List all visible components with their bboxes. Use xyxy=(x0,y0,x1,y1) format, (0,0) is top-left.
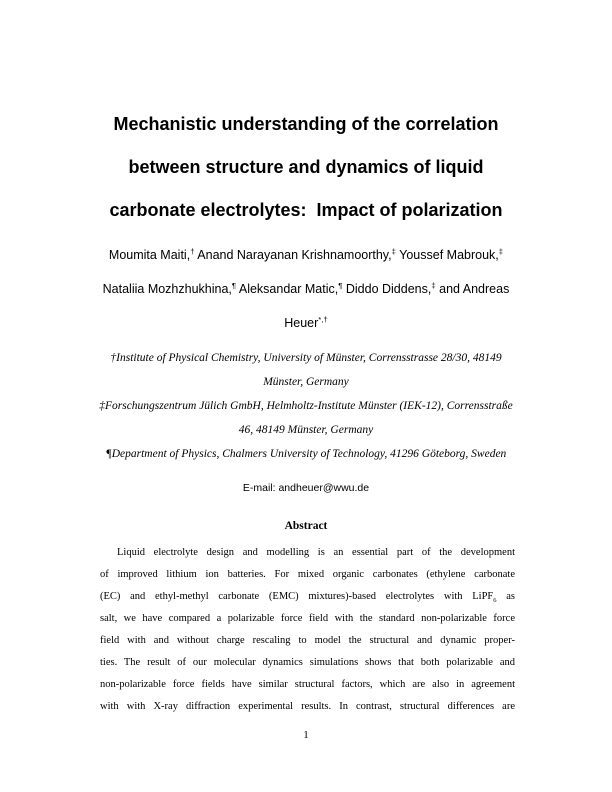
text-segment: Diddo Diddens, xyxy=(342,282,432,296)
text-line xyxy=(0,394,612,418)
abstract-text xyxy=(100,542,515,718)
superscript-mark: † xyxy=(190,246,195,256)
text-line xyxy=(100,586,515,608)
text-segment: Mechanistic understanding of the correlation xyxy=(113,114,499,134)
text-segment: Anand Narayanan Krishnamoorthy, xyxy=(194,248,392,262)
text-line xyxy=(0,306,612,340)
text-segment: ties. The result of our molecular dynamics simulations shows that both polarizable and xyxy=(100,657,515,668)
page-number: 1 xyxy=(303,729,309,741)
email-line: E-mail: andheuer@wwu.de xyxy=(242,482,370,494)
text-line xyxy=(100,608,515,630)
text-segment: Aleksandar Matic, xyxy=(236,282,339,296)
superscript-mark: ‡ xyxy=(498,246,504,256)
text-line xyxy=(100,564,515,586)
text-segment: 46, 48149 Münster, Germany xyxy=(238,424,374,436)
text-segment: of improved lithium ion batteries. For mixed organic carbonates (ethylene carbonate xyxy=(100,569,515,580)
text-segment: Youssef Mabrouk, xyxy=(395,248,499,262)
text-segment: (EC) and ethyl-methyl carbonate (EMC) mixtures)-based electrolytes with LiPF xyxy=(100,591,494,602)
text-line xyxy=(100,542,515,564)
text-segment: salt, we have compared a polarizable force field with the standard non-polarizable force xyxy=(100,613,515,624)
superscript-mark: ‡ xyxy=(431,280,436,290)
text-segment: Münster, Germany xyxy=(263,376,349,388)
text-line xyxy=(0,442,612,466)
text-line xyxy=(0,346,612,370)
text-line xyxy=(0,272,612,306)
superscript-mark: *,† xyxy=(318,314,328,324)
text-segment: non-polarizable force fields have similar structural factors, which are also in agreement xyxy=(100,679,515,690)
text-segment: as xyxy=(496,591,516,602)
text-segment: ‡Forschungszentrum Jülich GmbH, Helmholtz-Institute Münster (IEK-12), Corrensstraße xyxy=(99,400,513,412)
text-segment: and Andreas xyxy=(435,282,510,296)
abstract-heading: Abstract xyxy=(284,520,328,532)
superscript-mark: ¶ xyxy=(338,280,343,290)
text-segment: ¶Department of Physics, Chalmers University of Technology, 41296 Göteborg, Sweden xyxy=(105,448,507,460)
affiliations xyxy=(0,346,612,466)
text-line xyxy=(0,189,612,232)
text-segment: Liquid electrolyte design and modelling is an essential part of the development xyxy=(117,547,515,558)
text-line xyxy=(0,418,612,442)
paper-title xyxy=(0,103,612,232)
text-segment: Heuer xyxy=(284,316,319,330)
text-line xyxy=(100,696,515,718)
text-line xyxy=(100,652,515,674)
text-line xyxy=(0,238,612,272)
subscript-text: 6 xyxy=(493,597,497,605)
text-segment: Moumita Maiti, xyxy=(108,248,191,262)
text-segment: carbonate electrolytes: Impact of polarization xyxy=(109,200,503,220)
text-segment: with with X-ray diffraction experimental results. In contrast, structural differences are xyxy=(100,701,515,712)
superscript-mark: ¶ xyxy=(231,280,237,290)
text-line xyxy=(100,674,515,696)
text-segment: between structure and dynamics of liquid xyxy=(128,157,484,177)
text-line xyxy=(0,146,612,189)
text-segment: field with and without charge rescaling to model the structural and dynamic proper- xyxy=(100,635,515,646)
text-segment: †Institute of Physical Chemistry, University of Münster, Corrensstrasse 28/30, 48149 xyxy=(110,352,502,364)
text-line xyxy=(0,370,612,394)
author-list xyxy=(0,238,612,340)
text-line xyxy=(100,630,515,652)
text-segment: Nataliia Mozhzhukhina, xyxy=(102,282,232,296)
superscript-mark: ‡ xyxy=(391,246,396,256)
text-line xyxy=(0,103,612,146)
